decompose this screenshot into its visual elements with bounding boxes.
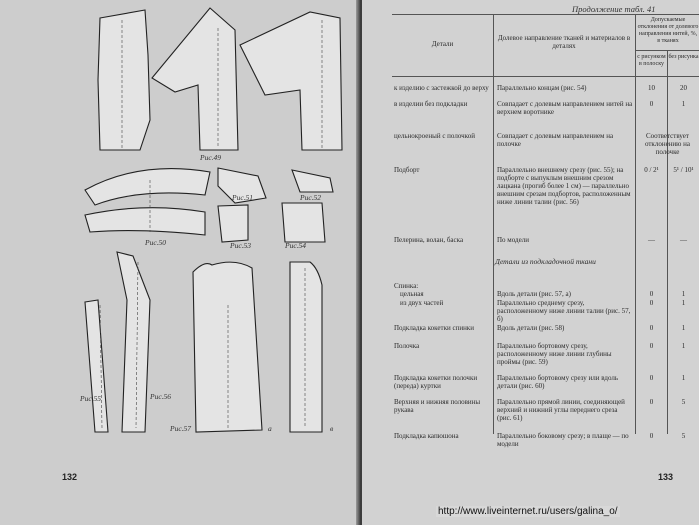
row-detail-name: Подкладка капюшона (394, 432, 459, 440)
row-dev-plain: 1 (681, 100, 686, 108)
pattern-piece-50a (85, 169, 210, 205)
row-direction: Вдоль детали (рис. 57, а) (497, 290, 571, 298)
row-detail-name: цельная (400, 290, 424, 298)
figure-label-51: Рис.51 (232, 193, 254, 202)
row-dev-plain: 1 (681, 374, 686, 382)
page-number-left: 132 (62, 472, 78, 482)
row-detail-name: Пелерина, волан, баска (394, 236, 464, 244)
pattern-piece-57a (193, 262, 262, 432)
figure-label-54: Рис.54 (285, 241, 307, 250)
row-dev-stripe: 0 (649, 342, 654, 350)
row-direction: Вдоль детали (рис. 58) (497, 324, 565, 332)
column-header-details: Детали (431, 40, 454, 48)
row-detail-name: Подкладка кокетки спинки (394, 324, 474, 332)
table-header-continuation: Продолжение табл. 41 (572, 4, 656, 14)
row-detail-name: из двух частей (400, 299, 444, 307)
pattern-piece-49c (240, 12, 342, 150)
figure-label-53: Рис.53 (230, 241, 252, 250)
row-dev-plain: 1 (681, 342, 686, 350)
page-number-right: 133 (658, 472, 674, 482)
figure-label-50: Рис.50 (145, 238, 167, 247)
row-direction: Совпадает с долевым направлением на полочке (497, 132, 614, 148)
row-direction: Совпадает с долевым направлением нитей на верхнем воротнике (497, 100, 633, 116)
column-header-deviation: Допускаемые отклонения от долевого направления нитей, %, в тканях (637, 17, 699, 44)
row-dev-stripe: — (648, 236, 655, 244)
pattern-piece-53 (218, 205, 248, 242)
row-detail-name: Полочка (394, 342, 420, 350)
row-dev-plain: 5¹ / 10¹ (673, 166, 694, 174)
pattern-piece-52 (292, 170, 333, 192)
row-direction: Параллельно боковому срезу; в плаще — по модели (497, 432, 629, 448)
row-dev-plain: 5 (681, 432, 686, 440)
pattern-piece-57b (290, 262, 322, 432)
pattern-piece-50b (85, 208, 205, 235)
row-direction: Параллельно прямой линии, соединяющей верхний и нижний углы переднего среза (рис. 61) (497, 398, 625, 422)
row-dev-plain: 1 (681, 299, 686, 307)
row-dev-plain: 5 (681, 398, 686, 406)
figure-label-57-a: а (268, 424, 272, 433)
row-detail-name: Подборт (394, 166, 420, 174)
row-dev-stripe: 0 (649, 324, 654, 332)
row-direction: По модели (497, 236, 529, 244)
row-direction: Параллельно среднему срезу, расположенному ниже линии талии (рис. 57, б) (497, 299, 631, 323)
row-dev-combined: Соответствует отклонению на полочке (644, 132, 691, 156)
row-dev-stripe: 0 (649, 100, 654, 108)
pattern-piece-49a (98, 10, 150, 150)
data-table (392, 14, 699, 474)
row-dev-stripe: 0 (649, 398, 654, 406)
figure-label-57: Рис.57 (170, 424, 192, 433)
row-direction: Параллельно бортовому срезу, расположенному ниже линии глубины проймы (рис. 59) (497, 342, 612, 366)
row-dev-stripe: 0 (649, 374, 654, 382)
row-dev-stripe: 0 (649, 432, 654, 440)
row-dev-stripe: 0 (649, 299, 654, 307)
row-dev-plain: 1 (681, 324, 686, 332)
row-direction: Параллельно внешнему срезу (рис. 55); на подбортe с выпуклым внешним срезом лацкана (прогиб более 1 см) — параллельно внешним срезам подбортов, расположенным ниже линии талии (рис. 56) (497, 166, 631, 206)
pattern-piece-55 (85, 300, 108, 432)
row-detail-name: в изделии без подкладки (394, 100, 468, 108)
row-dev-plain: 1 (681, 290, 686, 298)
row-dev-plain: — (680, 236, 687, 244)
row-direction: Параллельно бортовому срезу или вдоль детали (рис. 60) (497, 374, 619, 390)
row-direction: Параллельно концам (рис. 54) (497, 84, 587, 92)
pattern-piece-56 (117, 252, 150, 432)
row-dev-plain: 20 (680, 84, 687, 92)
figure-label-55: Рис.55 (80, 394, 102, 403)
figure-label-49: Рис.49 (200, 153, 222, 162)
column-header-direction: Долевое направление тканей и материалов в деталях (497, 34, 631, 50)
section-title: Детали из подкладочной ткани (495, 257, 596, 266)
row-detail-name: цельнокроеный с полочкой (394, 132, 475, 140)
pattern-piece-54 (282, 203, 325, 242)
figure-label-56: Рис.56 (150, 392, 172, 401)
figure-label-52: Рис.52 (300, 193, 322, 202)
column-header-plain: без рисунка (668, 54, 699, 60)
watermark-url: http://www.liveinternet.ru/users/galina_o/ (438, 506, 618, 517)
row-dev-stripe: 0 / 2¹ (644, 166, 659, 174)
row-detail-name: Спинка: (394, 282, 419, 290)
row-detail-name: Верхняя и нижняя половины рукава (394, 398, 481, 414)
right-page (362, 0, 699, 525)
pattern-piece-49b (152, 8, 238, 150)
row-dev-stripe: 10 (648, 84, 655, 92)
figure-label-57-b: в (330, 424, 334, 433)
row-detail-name: к изделию с застежкой до верху (394, 84, 489, 92)
row-detail-name: Подкладка кокетки полочки (переда) куртки (394, 374, 478, 390)
row-dev-stripe: 0 (649, 290, 654, 298)
column-header-stripe: с рисунком в полоску (637, 54, 666, 67)
